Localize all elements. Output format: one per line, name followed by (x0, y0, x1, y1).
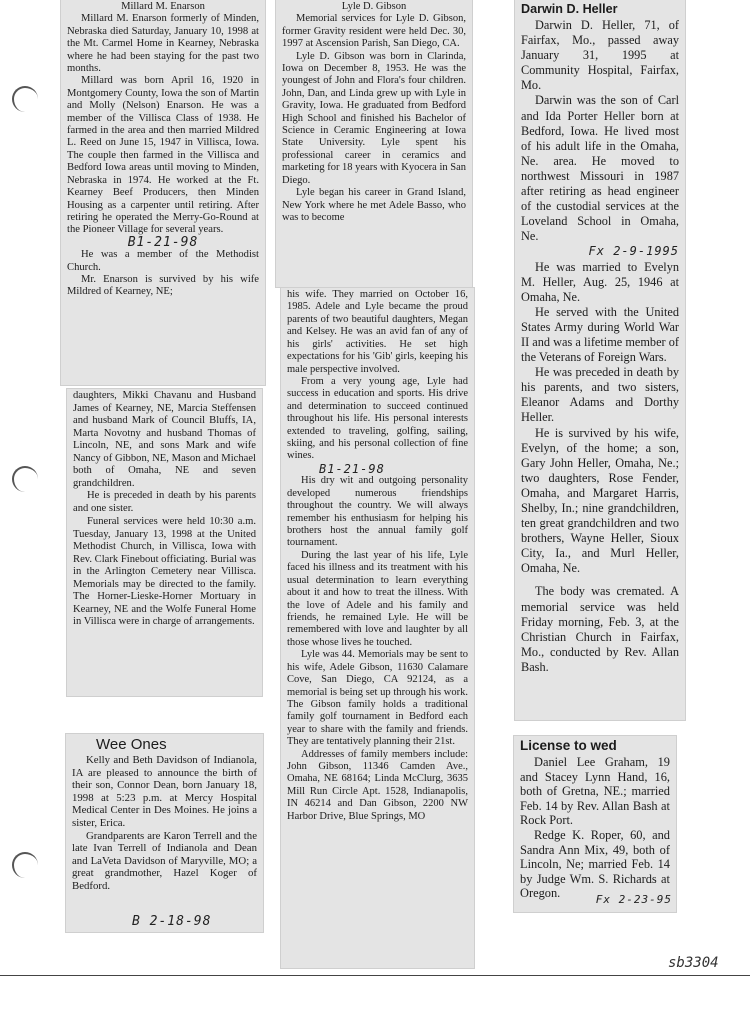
clipping-enarson-part2 (67, 389, 262, 696)
paragraph: Addresses of family members include: John Gibson, 11346 Camden Ave., Omaha, NE 68164; Linda McClurg, 3635 Mill Run Circle Apt. 1528, Indianapolis, IN 46214 and Dan Gibson, 2200 NW Harbor Drive, Blue Springs, MO (287, 748, 468, 822)
binder-hole-top (12, 86, 38, 112)
paragraph: daughters, Mikki Chavanu and Husband James of Kearney, NE, Marcia Steffensen and husband Mark of Council Bluffs, IA, Marta Novotny and husband Thomas of Lincoln, NE, and sons Mark and wife Nancy of Gibbon, NE, Mason and Michael both of Omaha, NE and seven grandchildren. (73, 390, 256, 489)
paragraph: Darwin was the son of Carl and Ida Porter Heller born at Bedford, Iowa. He lived most of his adult life in the Omaha, Ne. area. He moved to northwest Missouri in 1987 after retiring as head engineer of the custodial services at the Loveland School in Omaha, Ne. (521, 93, 679, 244)
paragraph: Mr. Enarson is survived by his wife Mildred of Kearney, NE; (67, 273, 259, 298)
paragraph: The body was cremated. A memorial service was held Friday morning, Feb. 3, at the Christian Church in Fairfax, Mo., conducted by Rev. Allan Bash. (521, 584, 679, 674)
obituary-title: Millard M. Enarson (121, 1, 205, 12)
handwritten-date: Fx 2-9-1995 (588, 244, 679, 259)
paragraph: He was married to Evelyn M. Heller, Aug. 25, 1946 at Omaha, Ne. (521, 259, 679, 304)
obituary-title: Darwin D. Heller (521, 2, 618, 16)
handwritten-date: B 2-18-98 (132, 914, 212, 930)
paragraph: He was a member of the Methodist Church. (67, 249, 259, 273)
binder-hole-bottom (12, 852, 38, 878)
paragraph: Memorial services for Lyle D. Gibson, former Gravity resident were held Dec. 30, 1997 at Ascension Parish, San Diego, CA. (282, 13, 466, 50)
paragraph: Millard M. Enarson formerly of Minden, Nebraska died Saturday, January 10, 1998 at the Mt. Carmel Home in Kearney, Nebraska where he had been staying for the past two months. (67, 13, 259, 75)
paragraph: Millard was born April 16, 1920 in Montgomery County, Iowa the son of Martin and Molly (Nelson) Enarson. He was a member of the Villisca Class of 1938. He farmed in the area and then married Mildred L. Reed on June 15, 1947 in Villisca, Iowa. The couple then farmed in the Villisca and Bedford Iowa areas until moving to Minden, Nebraska in 1974. He worked at the Ft. Kearney Beef Producers, then Minden Housing as a carpenter until retiring. After retiring he operated the Merry-Go-Round at the Pioneer Village for several years. (67, 75, 259, 236)
handwritten-date: B1-21-98 (319, 461, 385, 476)
paragraph: Kelly and Beth Davidson of Indianola, IA are pleased to announce the birth of their son, Connor Dean, born January 18, 1998 at 5:23 p.m. at Mercy Hospital Medical Center in Des Moines. He joins a sister, Erica. (72, 754, 257, 829)
clipping-enarson-part1 (61, 0, 265, 385)
paragraph: Lyle began his career in Grand Island, New York where he met Adele Basso, who was to become (282, 187, 466, 223)
clipping-gibson-part2 (281, 288, 474, 968)
page-reference-number: sb3304 (668, 955, 719, 971)
paragraph: Darwin D. Heller, 71, of Fairfax, Mo., passed away January 31, 1995 at Community Hospital, Fairfax, Mo. (521, 18, 679, 93)
page-bottom-edge (0, 975, 750, 976)
paragraph: He is preceded in death by his parents and one sister. (73, 490, 256, 514)
paragraph: He was preceded in death by his parents, and two sisters, Eleanor Adams and Dorthy Heller. (521, 365, 679, 425)
binder-hole-middle (12, 466, 38, 492)
paragraph: Lyle was 44. Memorials may be sent to his wife, Adele Gibson, 11630 Calamare Cove, San Diego, CA 92124, as a memorial is being set up through his work. The Gibson family holds a traditional family golf tournament in Bedford each year to share with the family and friends. They are tentatively planning their 21st. (287, 649, 468, 748)
paragraph: Redge K. Roper, 60, and Sandra Ann Mix, 49, both of Lincoln, Ne; married Feb. 14 by Judge Wm. S. Richards at Oregon. (520, 827, 670, 901)
clipping-heller (515, 0, 685, 720)
paragraph: From a very young age, Lyle had success in education and sports. His drive and determination to succeed continued throughout his life. His personal interests extended to traveling, golfing, sailing, skiing, and his personal collection of fine wines. (287, 375, 468, 462)
clipping-license-to-wed (514, 736, 676, 912)
paragraph: He served with the United States Army during World War II and was a lifetime member of the Veterans of Foreign Wars. (521, 304, 679, 365)
paragraph: His dry wit and outgoing personality developed numerous friendships throughout the country. We will always remember his enthusiasm for helping his brothers host the annual family golf tournament. (287, 475, 468, 549)
paragraph: Grandparents are Karon Terrell and the late Ivan Terrell of Indianola and Dean and LaVeta Davidson of Maryville, MO; a great grandmother, Hazel Koger of Bedford. (72, 829, 257, 892)
paragraph: Daniel Lee Graham, 19 and Stacey Lynn Hand, 16, both of Gretna, NE.; married Feb. 14 by Rev. Allan Bash at Rock Port. (520, 755, 670, 828)
paragraph: During the last year of his life, Lyle faced his illness and its treatment with his usual determination to learn everything about it and how to treat the illness. With the love of Adele and his family and friends, he remained Lyle. He will be remembered with love and laughter by all those whose lives he touched. (287, 549, 468, 648)
paragraph: He is survived by his wife, Evelyn, of the home; a son, Gary John Heller, Omaha, Ne.; two daughters, Rose Fender, Omaha, and Margaret Harris, Shelby, In.; nine grandchildren, ten great grandchildren and two brothers, Wayne Heller, Sioux City, Ia., and Murl Heller, Omaha, Ne. (521, 425, 679, 576)
handwritten-date: B1-21-98 (127, 234, 199, 250)
paragraph: Funeral services were held 10:30 a.m. Tuesday, January 13, 1998 at the United Methodist Church, in Villisca, Iowa with Rev. Clark Finebout officiating. Burial was in the Arlington Cemetery near Villisca. Memorials may be directed to the family. The Horner-Lieske-Horner Mortuary in Kearney, NE and the Wolfe Funeral Home in Villisca were in charge of arrangements. (73, 516, 257, 627)
handwritten-date: Fx 2-23-95 (595, 893, 672, 907)
column-title: License to wed (520, 738, 617, 753)
clipping-wee-ones (66, 734, 263, 932)
column-title: Wee Ones (96, 736, 167, 753)
clipping-gibson-part1 (276, 0, 472, 287)
obituary-title: Lyle D. Gibson (341, 1, 407, 12)
paragraph: his wife. They married on October 16, 1985. Adele and Lyle became the proud parents of two beautiful daughters, Megan and Kelsey. He was an avid fan of any of his girls' activities. He set high expectations for his 'Gib' girls, keeping his male perspective involved. (287, 289, 468, 375)
paragraph: Lyle D. Gibson was born in Clarinda, Iowa on December 8, 1953. He was the youngest of John and Flora's four children. John, Dan, and Linda grew up with Lyle in Gravity, Iowa. He graduated from Bedford High School and finished his Bachelor of Science in Ceramic Engineering at Iowa State University. Lyle spent his professional career in ceramics and marketing for 18 years with Kyocera in San Diego. (282, 50, 466, 186)
